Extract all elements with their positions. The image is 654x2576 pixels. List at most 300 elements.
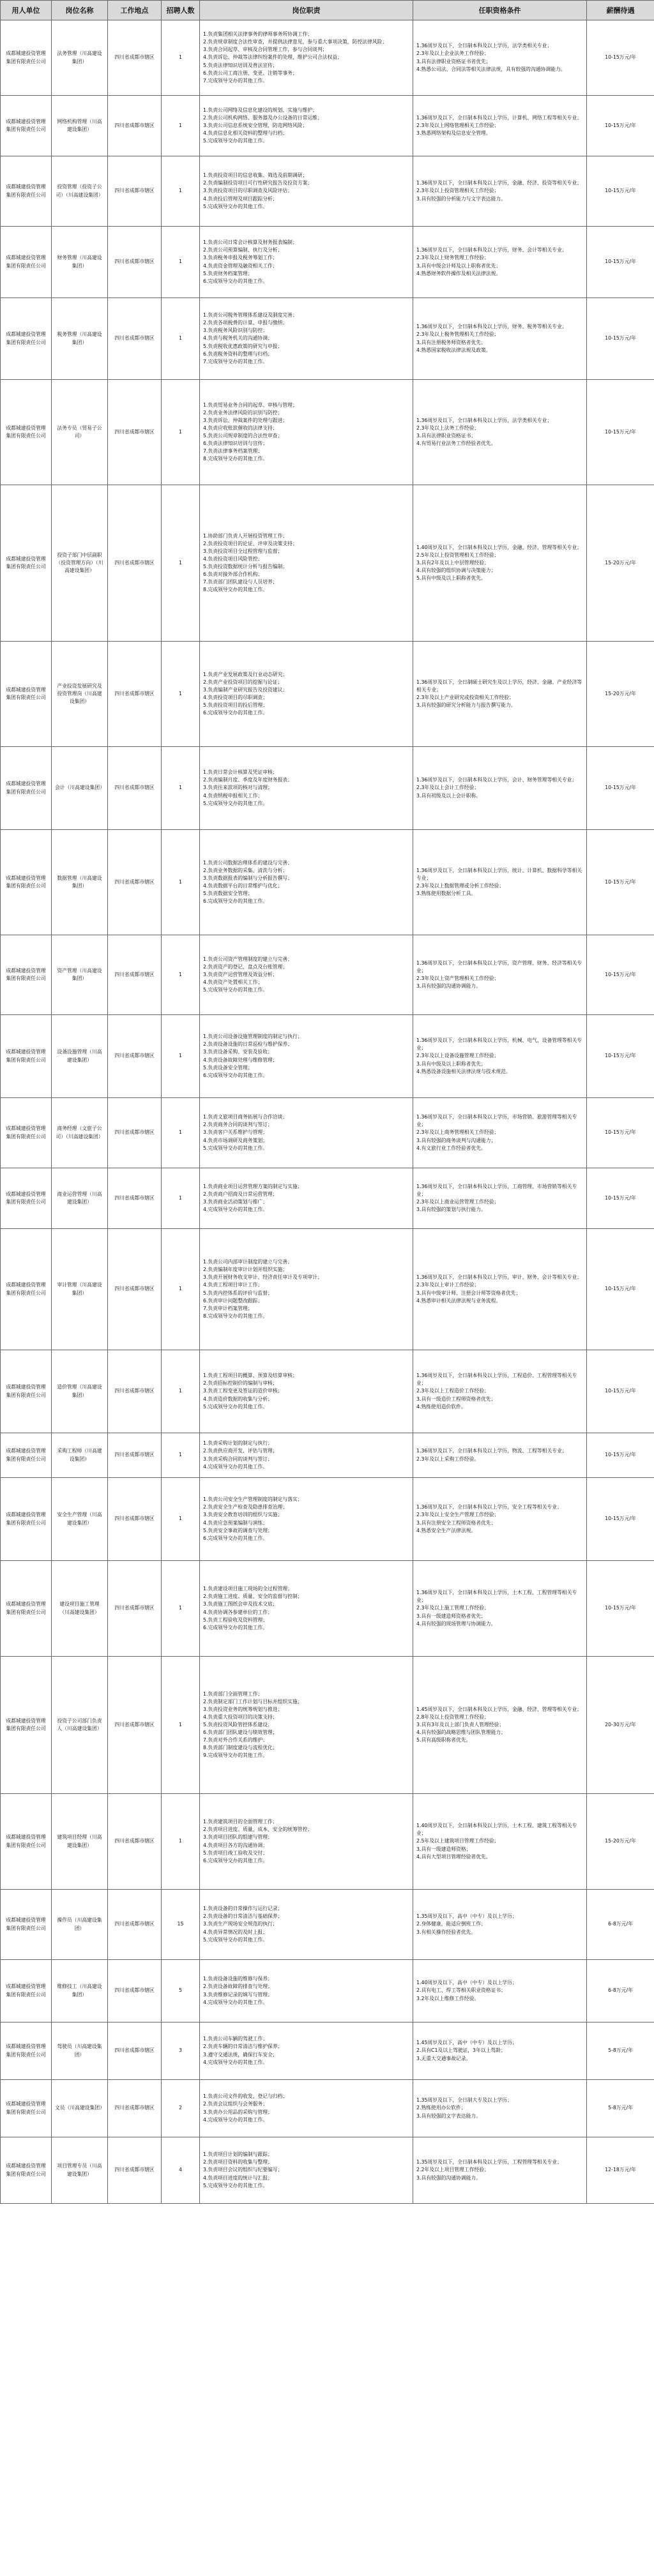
duty-line: 1.协助部门负责人开展投资管理工作；	[203, 532, 288, 539]
requirements-cell	[413, 830, 587, 935]
requirement-line: 4.有贸易行业法务工作经验者优先。	[416, 441, 496, 447]
duty-line: 5.负责法律知识培训及普法宣传；	[203, 62, 278, 68]
unit-cell: 成都城建投资管理集团有限责任公司	[1, 2080, 52, 2137]
count-cell: 1	[162, 485, 200, 642]
count-cell: 4	[162, 2137, 200, 2204]
requirement-line: 2.3年及以上财务管理工作经验；	[416, 255, 489, 261]
requirement-line: 3.具有较强的商务谈判与沟通能力；	[416, 1137, 496, 1143]
duty-line: 1.负责公司内部审计制度的建立与完善；	[203, 1259, 293, 1265]
position-cell: 商务经理（文旅子公司）（川高建设集团）	[52, 1098, 108, 1168]
duty-line: 4.完成领导交办的其他工作。	[203, 2116, 268, 2123]
duties-cell	[200, 1960, 413, 2022]
duty-line: 6.完成领导交办的其他工作。	[203, 710, 268, 716]
location-cell: 四川省成都市辖区	[108, 935, 162, 1015]
location-cell: 四川省成都市辖区	[108, 1478, 162, 1561]
count-cell: 1	[162, 20, 200, 96]
salary-cell: 10-15万元/年	[587, 1561, 654, 1657]
unit-cell: 成都城建投资管理集团有限责任公司	[1, 1350, 52, 1433]
requirement-line: 2.3年及以上资产管理相关工作经验；	[416, 975, 499, 981]
duty-line: 2.负责会议组织与会务服务；	[203, 2101, 268, 2107]
requirement-line: 1.36周岁及以下，全日制本科及以上学历，工商管理、市场营销等相关专业；	[416, 1183, 577, 1197]
salary-cell: 10-15万元/年	[587, 1229, 654, 1350]
duty-line: 6.完成领导交办的其他工作。	[203, 1624, 268, 1631]
duty-line: 4.完成领导交办的其他工作。	[203, 1463, 268, 1470]
duty-line: 4.负责项目各方的沟通协调；	[203, 1842, 268, 1848]
requirement-line: 1.36周岁及以下，全日制本科及以上学历，计算机、网络工程等相关专业；	[416, 114, 582, 121]
requirement-line: 1.36周岁及以下，全日制本科及以上学历，工程造价、工程管理等相关专业；	[416, 1373, 577, 1387]
duty-line: 3.负责维修记录的填写与管理；	[203, 1991, 273, 1998]
requirement-line: 3.具有较强的研究分析能力与报告撰写能力。	[416, 702, 516, 709]
duty-line: 5.完成领导交办的其他工作。	[203, 138, 268, 144]
requirements-cell	[413, 1561, 587, 1657]
unit-cell: 成都城建投资管理集团有限责任公司	[1, 1794, 52, 1890]
salary-cell: 10-15万元/年	[587, 1350, 654, 1433]
requirements-cell	[413, 1890, 587, 1960]
duty-line: 2.负责编制投资项目可行性研究报告及投资方案；	[203, 180, 313, 186]
duties-cell	[200, 227, 413, 298]
requirements-cell	[413, 96, 587, 156]
duty-line: 2.负责安全生产检查及隐患排查治理；	[203, 1504, 288, 1510]
duty-line: 4.负责投资项目的尽职调查；	[203, 695, 268, 700]
requirement-line: 3.具有注册税务师资格者优先；	[416, 339, 486, 345]
duties-cell	[200, 747, 413, 830]
duty-line: 1.负责公司税务管理体系建设及制度完善；	[203, 312, 298, 319]
table-row	[1, 2080, 654, 2137]
position-cell: 网络机构管理（川高建设集团）	[52, 96, 108, 156]
unit-cell: 成都城建投资管理集团有限责任公司	[1, 830, 52, 935]
location-cell: 四川省成都市辖区	[108, 747, 162, 830]
requirement-line: 1.36周岁及以下，全日制本科及以上学历，物流、工程等相关专业；	[416, 1448, 567, 1454]
duty-line: 6.负责对接外部合作机构；	[203, 571, 263, 578]
table-row	[1, 380, 654, 485]
duty-line: 5.负责数据安全管理；	[203, 891, 253, 897]
duty-line: 5.完成领导交办的其他工作。	[203, 203, 268, 209]
count-cell: 1	[162, 227, 200, 298]
duties-cell	[200, 2137, 413, 2204]
unit-cell: 成都城建投资管理集团有限责任公司	[1, 298, 52, 380]
table-row	[1, 830, 654, 935]
location-cell: 四川省成都市辖区	[108, 156, 162, 227]
duty-line: 5.完成领导交办的其他工作。	[203, 800, 268, 806]
requirement-line: 1.36周岁及以下，全日制本科及以上学历，法学类相关专业；	[416, 43, 552, 49]
location-cell: 四川省成都市辖区	[108, 1015, 162, 1098]
duty-line: 4.负责工程项目审计工作；	[203, 1282, 263, 1288]
duties-cell	[200, 1657, 413, 1794]
duty-line: 6.负责税务资料的整理与归档；	[203, 350, 273, 357]
column-header: 用人单位	[1, 1, 52, 20]
duty-line: 3.负责编制产业研究报告及投资建议；	[203, 686, 288, 693]
count-cell: 1	[162, 642, 200, 747]
duties-cell	[200, 2022, 413, 2080]
duty-line: 4.负责资产处置相关工作；	[203, 979, 263, 986]
duties-cell	[200, 1561, 413, 1657]
duty-line: 2.负责商务合同的谈判与签订；	[203, 1122, 273, 1128]
duty-line: 4.负责重大投资项目的决策支持；	[203, 1714, 278, 1720]
duty-line: 1.负责工程项目的概算、预算及结算审核；	[203, 1373, 298, 1379]
duty-line: 5.完成领导交办的其他工作。	[203, 2182, 268, 2188]
position-cell: 设备设施管理（川高建设集团）	[52, 1015, 108, 1098]
requirements-cell	[413, 1794, 587, 1890]
requirement-line: 2.具有电工、焊工等相关职业资格证书；	[416, 1987, 506, 1994]
duty-line: 1.负责文旅项目商务拓展与合作洽谈；	[203, 1114, 288, 1120]
table-row	[1, 1794, 654, 1890]
duty-line: 5.完成领导交办的其他工作。	[203, 987, 268, 993]
position-cell: 驾驶员（川高建设集团）	[52, 2022, 108, 2080]
requirement-line: 3.具有注册安全工程师资格者优先；	[416, 1519, 496, 1526]
requirements-cell	[413, 485, 587, 642]
unit-cell: 成都城建投资管理集团有限责任公司	[1, 747, 52, 830]
duty-line: 3.负责客户关系维护与管理；	[203, 1129, 268, 1136]
duty-line: 1.负责采购计划的制定与执行；	[203, 1440, 273, 1447]
unit-cell: 成都城建投资管理集团有限责任公司	[1, 20, 52, 96]
duty-line: 3.负责数据报表的编制与分析报告撰写；	[203, 875, 293, 881]
requirement-line: 1.36周岁及以下，全日制本科及以上学历，市场营销、旅游管理等相关专业；	[416, 1114, 577, 1128]
requirement-line: 2.身体健康，能适应倒班工作；	[416, 1921, 486, 1927]
count-cell: 1	[162, 1561, 200, 1657]
salary-cell: 10-15万元/年	[587, 747, 654, 830]
requirement-line: 1.36周岁及以下，全日制本科及以上学历，机械、电气、设备管理等相关专业；	[416, 1037, 582, 1051]
location-cell: 四川省成都市辖区	[108, 2080, 162, 2137]
duty-line: 3.负责投资项目的尽职调查及风险评估；	[203, 188, 293, 194]
requirement-line: 3.具有中级会计师及以上职称者优先；	[416, 262, 501, 269]
duty-line: 2.负责公司机构网络、服务器及办公设备的日常运维；	[203, 114, 323, 121]
requirement-line: 4.熟悉国家税收法律法规及政策。	[416, 347, 491, 353]
duty-line: 1.负责建设项目施工现场的全过程管理；	[203, 1586, 293, 1592]
requirements-cell	[413, 227, 587, 298]
count-cell: 1	[162, 298, 200, 380]
duty-line: 1.负责公司数据治理体系的建设与完善；	[203, 859, 293, 866]
duty-line: 8.负责部门制度建设与流程优化；	[203, 1745, 278, 1751]
duty-line: 8.完成领导交办的其他工作。	[203, 456, 268, 462]
duty-line: 1.负责公司资产管理制度的建立与完善；	[203, 956, 293, 962]
position-cell: 建筑项目经理（川高建设集团）	[52, 1794, 108, 1890]
requirement-line: 1.36周岁及以下，全日制硕士研究生及以上学历，经济、金融、产业经济等相关专业；	[416, 679, 582, 693]
requirements-cell	[413, 1098, 587, 1168]
requirement-line: 3.具有较强的分析能力与文字表达能力。	[416, 195, 506, 202]
count-cell: 1	[162, 1229, 200, 1350]
duties-cell	[200, 20, 413, 96]
requirement-line: 1.36周岁及以下，全日制本科及以上学历，金融、经济、投资等相关专业；	[416, 180, 582, 186]
duty-line: 7.负责审计档案管理；	[203, 1305, 253, 1311]
count-cell: 1	[162, 1168, 200, 1229]
salary-cell: 15-20万元/年	[587, 642, 654, 747]
duty-line: 2.负责项目进度、质量、成本、安全的统筹管控；	[203, 1827, 313, 1833]
duty-line: 3.负责办公用品的采购与管理；	[203, 2109, 273, 2115]
position-cell: 安全生产管理（川高建设集团）	[52, 1478, 108, 1561]
count-cell: 1	[162, 156, 200, 227]
requirement-line: 1.36周岁及以下，全日制本科及以上学历，财务、会计等相关专业；	[416, 247, 567, 253]
position-cell: 维修技工（川高建设集团）	[52, 1960, 108, 2022]
location-cell: 四川省成都市辖区	[108, 1098, 162, 1168]
requirement-line: 3.2年及以上维修工作经验。	[416, 1995, 480, 2001]
column-header: 招聘人数	[162, 1, 200, 20]
duty-line: 7.负责部门团队建设与人员培养；	[203, 579, 278, 585]
duty-line: 4.负责数据平台的日常维护与优化；	[203, 883, 283, 889]
salary-cell: 10-15万元/年	[587, 96, 654, 156]
duty-line: 3.负责施工图纸会审及技术交底；	[203, 1601, 278, 1608]
requirements-cell	[413, 1960, 587, 2022]
duty-line: 2.负责制定部门工作计划与目标并组织实施；	[203, 1698, 303, 1705]
duty-line: 3.负责采购合同的谈判与签订；	[203, 1456, 273, 1462]
unit-cell: 成都城建投资管理集团有限责任公司	[1, 1890, 52, 1960]
duty-line: 4.负责设备故障处理与维修管理；	[203, 1057, 278, 1063]
requirement-line: 4.具有较强的组织协调与决策能力；	[416, 568, 496, 574]
requirement-line: 5.具有高级职称者优先。	[416, 1737, 471, 1744]
duty-line: 6.负责部门团队建设与绩效管理；	[203, 1729, 278, 1736]
position-cell: 造价管理（川高建设集团）	[52, 1350, 108, 1433]
requirements-cell	[413, 1433, 587, 1478]
duty-line: 3.负责开展财务收支审计、经济责任审计及专项审计；	[203, 1274, 323, 1281]
column-header: 薪酬待遇	[587, 1, 654, 20]
duty-line: 2.负责设备故障的排查与处理；	[203, 1984, 273, 1990]
duty-line: 7.完成领导交办的其他工作。	[203, 358, 268, 365]
table-row	[1, 1890, 654, 1960]
requirement-line: 3.熟悉网络架构及信息安全管理。	[416, 130, 491, 137]
requirement-line: 4.有文旅行业工作经验者优先。	[416, 1145, 486, 1151]
duties-cell	[200, 642, 413, 747]
duty-line: 3.负责设备采购、安装及验收；	[203, 1049, 273, 1055]
requirement-line: 2.3年及以上税务管理相关工作经验；	[416, 331, 499, 338]
location-cell: 四川省成都市辖区	[108, 1657, 162, 1794]
table-row	[1, 1168, 654, 1229]
unit-cell: 成都城建投资管理集团有限责任公司	[1, 2137, 52, 2204]
duty-line: 4.负责投资项目风险管控；	[203, 555, 263, 562]
location-cell: 四川省成都市辖区	[108, 1229, 162, 1350]
requirements-cell	[413, 2080, 587, 2137]
salary-cell: 10-15万元/年	[587, 935, 654, 1015]
requirement-line: 3.有相关操作经验者优先。	[416, 1929, 476, 1935]
duty-line: 2.负责投资项目的论证、评审及决策支持；	[203, 540, 298, 546]
requirement-line: 3.具有法律职业资格证书；	[416, 433, 476, 439]
position-cell: 税务管理（川高建设集团）	[52, 298, 108, 380]
duty-line: 3.负责项目会议的组织与纪要编写；	[203, 2167, 283, 2173]
duty-line: 6.负责公司工商注册、变更、注销等事务；	[203, 70, 298, 76]
duty-line: 5.负责工程验收及资料管理；	[203, 1616, 268, 1623]
requirement-line: 1.40周岁及以下，全日制本科及以上学历，金融、经济、管理等相关专业；	[416, 544, 582, 550]
requirement-line: 1.36周岁及以下，全日制本科及以上学历，统计、计算机、数据科学等相关专业；	[416, 867, 582, 881]
duty-line: 5.负责投资数据统计分析与报告编制；	[203, 564, 288, 569]
location-cell: 四川省成都市辖区	[108, 1168, 162, 1229]
location-cell: 四川省成都市辖区	[108, 96, 162, 156]
salary-cell: 10-15万元/年	[587, 1015, 654, 1098]
duty-line: 3.负责商业活动策划与推广；	[203, 1199, 268, 1205]
table-row	[1, 1657, 654, 1794]
salary-cell: 6-8万元/年	[587, 1960, 654, 2022]
duty-line: 2.负责业务数据的采集、清洗与分析；	[203, 867, 288, 873]
requirement-line: 2.5年及以上投资管理相关工作经验；	[416, 552, 499, 558]
requirements-cell	[413, 747, 587, 830]
requirement-line: 1.35周岁及以下，全日制大专及以上学历；	[416, 2097, 512, 2104]
position-cell: 投资子部门中层副职（投资管理方向）（川高建设集团）	[52, 485, 108, 642]
duty-line: 1.负责贸易业务合同的起草、审核与管理；	[203, 402, 298, 408]
duties-cell	[200, 96, 413, 156]
position-cell: 会计（川高建设集团）	[52, 747, 108, 830]
duties-cell	[200, 830, 413, 935]
location-cell: 四川省成都市辖区	[108, 2022, 162, 2080]
duty-line: 4.负责异常情况的及时上报；	[203, 1929, 268, 1935]
duty-line: 2.负责编制年度审计计划并组织实施；	[203, 1267, 288, 1273]
duty-line: 5.负责投资项目的投后管理；	[203, 702, 268, 709]
requirement-line: 3.具有较强的文字表达能力。	[416, 2113, 482, 2119]
requirement-line: 1.45周岁及以下，高中（中专）及以上学历；	[416, 2040, 517, 2046]
duties-cell	[200, 1229, 413, 1350]
column-header: 任职资格条件	[413, 1, 587, 20]
duty-line: 5.负责安全事故的调查与处理；	[203, 1527, 273, 1533]
duty-line: 8.完成领导交办的其他工作。	[203, 587, 268, 593]
requirement-line: 2.熟练使用办公软件；	[416, 2105, 466, 2111]
requirements-cell	[413, 1168, 587, 1229]
duty-line: 6.负责法律知识培训与宣传；	[203, 441, 268, 447]
location-cell: 四川省成都市辖区	[108, 2137, 162, 2204]
duty-line: 1.负责集团相关法律事务的律师事务所协调工作；	[203, 31, 313, 38]
duties-cell	[200, 1478, 413, 1561]
position-cell: 财务管理（川高建设集团）	[52, 227, 108, 298]
duty-line: 5.负责公司规章制度的合法性审查；	[203, 433, 283, 439]
duties-cell	[200, 2080, 413, 2137]
location-cell: 四川省成都市辖区	[108, 380, 162, 485]
unit-cell: 成都城建投资管理集团有限责任公司	[1, 227, 52, 298]
duties-cell	[200, 298, 413, 380]
requirements-cell	[413, 380, 587, 485]
duty-line: 9.完成领导交办的其他工作。	[203, 1752, 268, 1759]
count-cell: 1	[162, 96, 200, 156]
salary-cell: 10-15万元/年	[587, 20, 654, 96]
duty-line: 2.负责各项税费的计算、申报与缴纳；	[203, 320, 288, 326]
duty-line: 3.负责合同起草、审核及合同管理工作，参与合同谈判；	[203, 47, 328, 53]
duties-cell	[200, 485, 413, 642]
salary-cell: 10-15万元/年	[587, 1168, 654, 1229]
requirement-line: 3.无重大交通事故记录。	[416, 2055, 471, 2061]
duty-line: 2.负责商户招商及日常运营管理；	[203, 1191, 278, 1197]
duty-line: 4.完成领导交办的其他工作。	[203, 1207, 268, 1213]
duty-line: 1.负责部门全面管理工作；	[203, 1691, 263, 1697]
requirement-line: 5.具有中级及以上职称者优先。	[416, 575, 486, 582]
position-cell: 审计管理（川高建设集团）	[52, 1229, 108, 1350]
duty-line: 5.负责税收优惠政策的研究与申报；	[203, 343, 283, 349]
duties-cell	[200, 1794, 413, 1890]
duty-line: 1.负责设备设施的维修与保养；	[203, 1976, 273, 1982]
count-cell: 5	[162, 1960, 200, 2022]
count-cell: 1	[162, 830, 200, 935]
duty-line: 3.负责投资项目全过程管理与监督；	[203, 548, 283, 554]
count-cell: 3	[162, 2022, 200, 2080]
duty-line: 4.完成领导交办的其他工作。	[203, 2059, 268, 2065]
duty-line: 5.负责财务档案管理；	[203, 270, 253, 276]
duty-line: 3.负责资产运营管理及效益分析；	[203, 971, 278, 977]
position-cell: 投资管理（投资子公司）（川高建设集团）	[52, 156, 108, 227]
unit-cell: 成都城建投资管理集团有限责任公司	[1, 1015, 52, 1098]
duty-line: 2.负责设备设施的日常巡检与维护保养；	[203, 1041, 293, 1048]
unit-cell: 成都城建投资管理集团有限责任公司	[1, 96, 52, 156]
requirement-line: 1.36周岁及以下，全日制本科及以上学历，资产管理、财务、经济等相关专业；	[416, 960, 582, 974]
location-cell: 四川省成都市辖区	[108, 227, 162, 298]
requirement-line: 2.3年及以上商务管理相关工作经验；	[416, 1129, 499, 1136]
count-cell: 1	[162, 380, 200, 485]
duty-line: 5.负责项目竣工验收及交付；	[203, 1849, 268, 1856]
unit-cell: 成都城建投资管理集团有限责任公司	[1, 1098, 52, 1168]
duty-line: 6.完成领导交办的其他工作。	[203, 898, 268, 905]
duty-line: 4.负责诉讼、仲裁等法律纠纷案件的处理，维护公司合法权益；	[203, 54, 342, 61]
duty-line: 2.负责项目资料的收集与整理；	[203, 2159, 273, 2165]
duty-line: 2.负责设备的日常清洁与基础保养；	[203, 1913, 283, 1920]
table-row	[1, 227, 654, 298]
requirement-line: 1.40周岁及以下，高中（中专）及以上学历；	[416, 1980, 517, 1986]
unit-cell: 成都城建投资管理集团有限责任公司	[1, 935, 52, 1015]
duty-line: 2.负责车辆的日常清洁与维护保养；	[203, 2044, 283, 2050]
duty-line: 1.负责公司网络及信息化建设的规划、实施与维护；	[203, 107, 317, 113]
duty-line: 2.负责产业投资项目的挖掘与论证；	[203, 679, 283, 685]
salary-cell: 5-8万元/年	[587, 2022, 654, 2080]
position-cell: 产业投资发展研究及投资管理岗（川高建设集团）	[52, 642, 108, 747]
unit-cell: 成都城建投资管理集团有限责任公司	[1, 1478, 52, 1561]
requirements-cell	[413, 935, 587, 1015]
unit-cell: 成都城建投资管理集团有限责任公司	[1, 1168, 52, 1229]
duty-line: 6.完成领导交办的其他工作。	[203, 1072, 268, 1078]
duty-line: 3.负责税务申报及税务筹划工作；	[203, 255, 278, 261]
duty-line: 5.负责内控体系的评价与监督；	[203, 1290, 273, 1296]
requirement-line: 4.熟悉财务软件操作及相关法律法规。	[416, 270, 501, 276]
requirement-line: 2.5年及以上建筑项目管理工作经验；	[416, 1838, 499, 1844]
salary-cell: 6-8万元/年	[587, 1890, 654, 1960]
column-header: 工作地点	[108, 1, 162, 20]
duty-line: 2.负责供应商开发、评估与管理；	[203, 1448, 278, 1454]
requirement-line: 2.3年及以上采购工作经验。	[416, 1456, 480, 1462]
requirement-line: 2.3年及以上审计工作经验；	[416, 1282, 480, 1288]
requirement-line: 2.2年及以上项目管理工作经验；	[416, 2167, 489, 2173]
duty-line: 4.完成领导交办的其他工作。	[203, 1999, 268, 2005]
count-cell: 1	[162, 1350, 200, 1433]
unit-cell: 成都城建投资管理集团有限责任公司	[1, 380, 52, 485]
duty-line: 6.完成领导交办的其他工作。	[203, 278, 268, 284]
location-cell: 四川省成都市辖区	[108, 1561, 162, 1657]
requirements-cell	[413, 298, 587, 380]
duty-line: 4.负责纳税申报相关工作；	[203, 792, 263, 799]
requirement-line: 3.具有一级造价工程师资格者优先；	[416, 1396, 496, 1402]
duty-line: 2.负责业务法律风险的识别与防控；	[203, 409, 283, 416]
duty-line: 4.负责应收账款催收的法律支持；	[203, 425, 278, 431]
position-cell: 项目管理专员（川高建设集团）	[52, 2137, 108, 2204]
table-row	[1, 642, 654, 747]
salary-cell: 15-20万元/年	[587, 1794, 654, 1890]
requirement-line: 3.具有一级建造师资格者优先；	[416, 1613, 486, 1619]
requirement-line: 1.36周岁及以下，全日制本科及以上学历，法学类相关专业；	[416, 417, 552, 423]
requirement-line: 2.3年及以上会计工作经验；	[416, 785, 480, 791]
requirement-line: 1.35周岁及以下，高中（中专）及以上学历；	[416, 1913, 517, 1920]
salary-cell: 10-15万元/年	[587, 380, 654, 485]
requirement-line: 4.熟悉公司法、合同法等相关法律法规，具有较强的沟通协调能力。	[416, 66, 566, 72]
duties-cell	[200, 1890, 413, 1960]
position-cell: 数据管理（川高建设集团）	[52, 830, 108, 935]
duty-line: 7.负责对外合作关系的维护；	[203, 1737, 268, 1744]
table-row	[1, 20, 654, 96]
duty-line: 1.负责投资项目的信息收集、筛选及前期调研；	[203, 172, 308, 179]
position-cell: 商业运营管理（川高建设集团）	[52, 1168, 108, 1229]
requirement-line: 3.具有较强的沟通协调能力。	[416, 983, 482, 990]
unit-cell: 成都城建投资管理集团有限责任公司	[1, 1229, 52, 1350]
duties-cell	[200, 1350, 413, 1433]
unit-cell: 成都城建投资管理集团有限责任公司	[1, 1960, 52, 2022]
salary-cell: 10-15万元/年	[587, 1478, 654, 1561]
duties-cell	[200, 935, 413, 1015]
table-row	[1, 747, 654, 830]
requirement-line: 1.36周岁及以下，全日制本科及以上学历，会计、财务管理等相关专业；	[416, 777, 577, 783]
duty-line: 1.负责公司设备设施管理制度的制定与执行；	[203, 1034, 303, 1040]
location-cell: 四川省成都市辖区	[108, 1794, 162, 1890]
requirement-line: 4.熟悉设备设施相关法律法规与技术规范。	[416, 1068, 511, 1074]
duty-line: 2.负责规章制度合法性审查，并提供法律意见，参与重大事项决策，防控法律风险；	[203, 39, 388, 45]
table-row	[1, 485, 654, 642]
location-cell: 四川省成都市辖区	[108, 485, 162, 642]
